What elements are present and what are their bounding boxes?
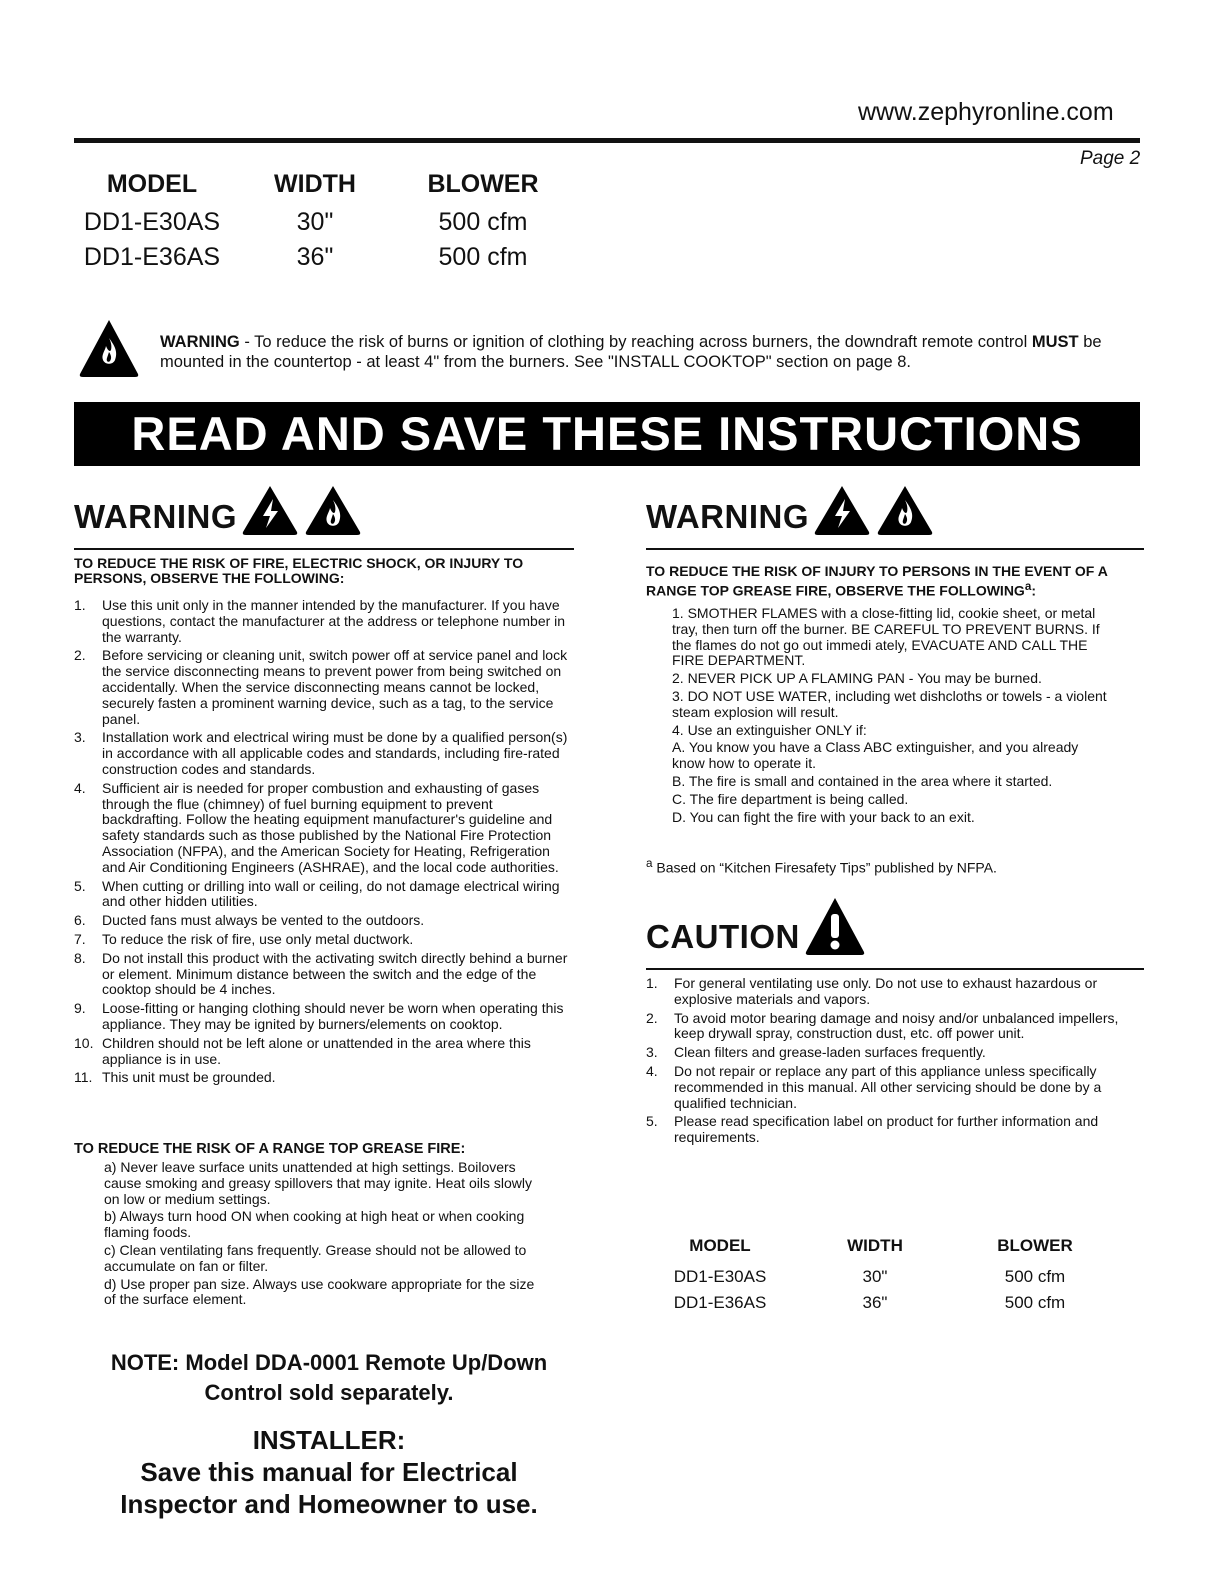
list-item: 4. Use an extinguisher ONLY if: — [672, 721, 867, 738]
warning-heading: WARNING — [74, 498, 237, 535]
page-number: Page 2 — [1080, 148, 1141, 169]
note-line: Control sold separately. — [204, 1380, 454, 1405]
column-header: BLOWER — [997, 1236, 1073, 1255]
column-header: WIDTH — [847, 1236, 903, 1255]
warning-heading: WARNING — [646, 498, 809, 535]
fire-warning-icon — [78, 318, 140, 378]
top-warning-text — [160, 332, 1130, 372]
right-warning-heading — [646, 484, 1144, 536]
caution-heading: CAUTION — [646, 918, 800, 955]
website-url: www.zephyronline.com — [858, 98, 1114, 126]
column-header: MODEL — [106, 170, 198, 198]
table-row — [660, 1290, 1100, 1316]
list-item: a) Never leave surface units unattended at high settings. Boilovers cause smoking and greasy spillovers that may ignite. Heat oils slowly on low or medium settings. — [104, 1159, 532, 1207]
column-header: WIDTH — [274, 170, 356, 198]
list-item: 7. To reduce the risk of fire, use only metal ductwork. — [74, 930, 414, 947]
width-cell: 36" — [296, 243, 334, 271]
installer-block — [74, 1424, 584, 1520]
table-row — [78, 240, 562, 275]
list-item: 9. Loose-fitting or hanging clothing should never be worn when operating this appliance. They may be ignited by burners/elements on cooktop. — [74, 1000, 564, 1032]
width-cell: 36" — [862, 1293, 888, 1312]
warning-text: - To reduce the risk of burns or ignition of clothing by reaching across burners, the downdraft remote control — [239, 333, 1032, 351]
right-subheading: TO REDUCE THE RISK OF INJURY TO PERSONS IN THE EVENT OF A RANGE TOP GREASE FIRE, OBSERVE THE FOLLOWING$^a$: — [646, 563, 1108, 599]
list-item: 5. Please read specification label on product for further information and requirements. — [646, 1113, 1099, 1146]
list-item: 1. SMOTHER FLAMES with a close-fitting lid, cookie sheet, or metal tray, then turn off the burner. BE CAREFUL TO PREVENT BURNS. If the flames do not go out immedi ately, EVACUATE AND CALL THE FIRE DEPARTMENT. — [672, 605, 1100, 669]
warning-must: MUST — [1031, 333, 1079, 351]
list-item: 5. When cutting or drilling into wall or ceiling, do not damage electrical wiring and other hidden utilities. — [74, 877, 560, 910]
column-header: BLOWER — [427, 170, 539, 198]
width-cell: 30" — [296, 208, 334, 236]
list-item: D. You can fight the fire with your back to an exit. — [672, 808, 975, 825]
blower-cell: 500 cfm — [438, 208, 528, 236]
model-cell: DD1-E36AS — [83, 243, 221, 271]
list-item: C. The fire department is being called. — [672, 790, 909, 807]
installer-title: INSTALLER: — [252, 1425, 406, 1455]
left-subheading: TO REDUCE THE RISK OF FIRE, ELECTRIC SHOCK, OR INJURY TO PERSONS, OBSERVE THE FOLLOWING: — [74, 555, 524, 586]
blower-cell: 500 cfm — [1004, 1267, 1066, 1286]
list-item: A. You know you have a Class ABC extinguisher, and you already know how to operate it. — [672, 739, 1079, 772]
list-item: 6. Ducted fans must always be vented to the outdoors. — [74, 912, 425, 929]
width-cell: 30" — [862, 1267, 888, 1286]
list-item: 2. NEVER PICK UP A FLAMING PAN - You may be burned. — [672, 670, 1042, 687]
model-cell: DD1-E36AS — [673, 1293, 767, 1312]
caution-list — [646, 976, 1144, 1149]
note-line: NOTE: Model DDA-0001 Remote Up/Down — [110, 1350, 548, 1375]
models-table-small — [660, 1236, 1100, 1316]
electric-shock-warning-icon — [813, 484, 871, 536]
list-item: c) Clean ventilating fans frequently. Grease should not be allowed to accumulate on fan or filter. — [104, 1241, 527, 1274]
column-header: MODEL — [689, 1236, 751, 1255]
warning-text: be mounted in the countertop - at least 4" from the burners. See "INSTALL COOKTOP" section on page 8. — [160, 333, 1102, 371]
blower-cell: 500 cfm — [1004, 1293, 1066, 1312]
table-row — [660, 1264, 1100, 1290]
footnote: $^a$ Based on “Kitchen Firesafety Tips” published by NFPA. — [646, 857, 997, 876]
list-item: 3. Installation work and electrical wiring must be done by a qualified person(s) in accordance with all applicable codes and standards, including fire-rated construction codes and standards. — [74, 729, 568, 777]
read-and-save-banner — [74, 402, 1140, 466]
note-block — [74, 1348, 584, 1408]
list-item: 1. Use this unit only in the manner intended by the manufacturer. If you have questions, contact the manufacturer at the address or telephone number in the warranty. — [74, 597, 566, 645]
blower-cell: 500 cfm — [438, 243, 528, 271]
list-item: 1. For general ventilating use only. Do not use to exhaust hazardous or explosive materials and vapors. — [646, 975, 1098, 1007]
exclamation-warning-icon — [804, 896, 866, 956]
list-item: 10. Children should not be left alone or unattended in the area where this appliance is in use. — [74, 1034, 531, 1067]
model-cell: DD1-E30AS — [673, 1267, 767, 1286]
list-item: d) Use proper pan size. Always use cookware appropriate for the size of the surface element. — [104, 1275, 535, 1308]
list-item: 4. Sufficient air is needed for proper combustion and exhausting of gases through the flue (chimney) of fuel burning equipment to prevent backdrafting. Follow the heating equipment manufacturer's guideline and safety standards such as those published by the National Fire Protection Association (NFPA), and the American Society for Heating, Refrigeration and Air Conditioning Engineers (ASHRAE), and the local code authorities. — [74, 779, 559, 875]
list-item: 3. DO NOT USE WATER, including wet dishcloths or towels - a violent steam explosion will result. — [672, 687, 1107, 720]
model-cell: DD1-E30AS — [83, 208, 221, 236]
list-item: 3. Clean filters and grease-laden surfaces frequently. — [646, 1044, 986, 1061]
installer-line: Save this manual for Electrical — [140, 1457, 518, 1487]
heading-rule — [646, 548, 1144, 550]
models-table — [78, 170, 562, 275]
heading-rule — [646, 968, 1144, 970]
grease-fire-heading: TO REDUCE THE RISK OF A RANGE TOP GREASE FIRE: — [74, 1141, 466, 1157]
table-row — [78, 205, 562, 240]
header-rule — [74, 138, 1140, 143]
installer-line: Inspector and Homeowner to use. — [120, 1489, 538, 1519]
left-warning-heading — [74, 484, 574, 536]
caution-heading-block — [646, 896, 1144, 956]
fire-warning-icon — [304, 484, 362, 536]
list-item: 11. This unit must be grounded. — [74, 1069, 276, 1086]
table-header-row — [78, 170, 562, 205]
list-item: B. The fire is small and contained in the area where it started. — [672, 772, 1053, 789]
right-warning-list — [672, 606, 1112, 825]
warning-lead: WARNING — [160, 333, 240, 351]
list-item: 8. Do not install this product with the activating switch directly behind a burner or element. Minimum distance between the switch and the edge of the cooktop should be 4 inches. — [74, 949, 568, 998]
grease-fire-list — [104, 1160, 544, 1308]
banner-text: READ AND SAVE THESE INSTRUCTIONS — [131, 407, 1083, 460]
fire-warning-icon — [876, 484, 934, 536]
list-item: b) Always turn hood ON when cooking at high heat or when cooking flaming foods. — [104, 1208, 525, 1241]
left-warning-list — [74, 598, 574, 1089]
electric-shock-warning-icon — [241, 484, 299, 536]
list-item: 2. Before servicing or cleaning unit, switch power off at service panel and lock the service disconnecting means to prevent power from being switched on accidentally. When the service disconnecting means cannot be locked, securely fasten a prominent warning device, such as a tag, to the service panel. — [74, 647, 568, 727]
list-item: 4. Do not repair or replace any part of this appliance unless specifically recommended in this manual. All other servicing should be done by a qualified technician. — [646, 1062, 1102, 1111]
table-header-row — [660, 1236, 1100, 1264]
heading-rule — [74, 548, 574, 550]
list-item: 2. To avoid motor bearing damage and noisy and/or unbalanced impellers, keep drywall spray, construction dust, etc. off power unit. — [646, 1009, 1119, 1042]
